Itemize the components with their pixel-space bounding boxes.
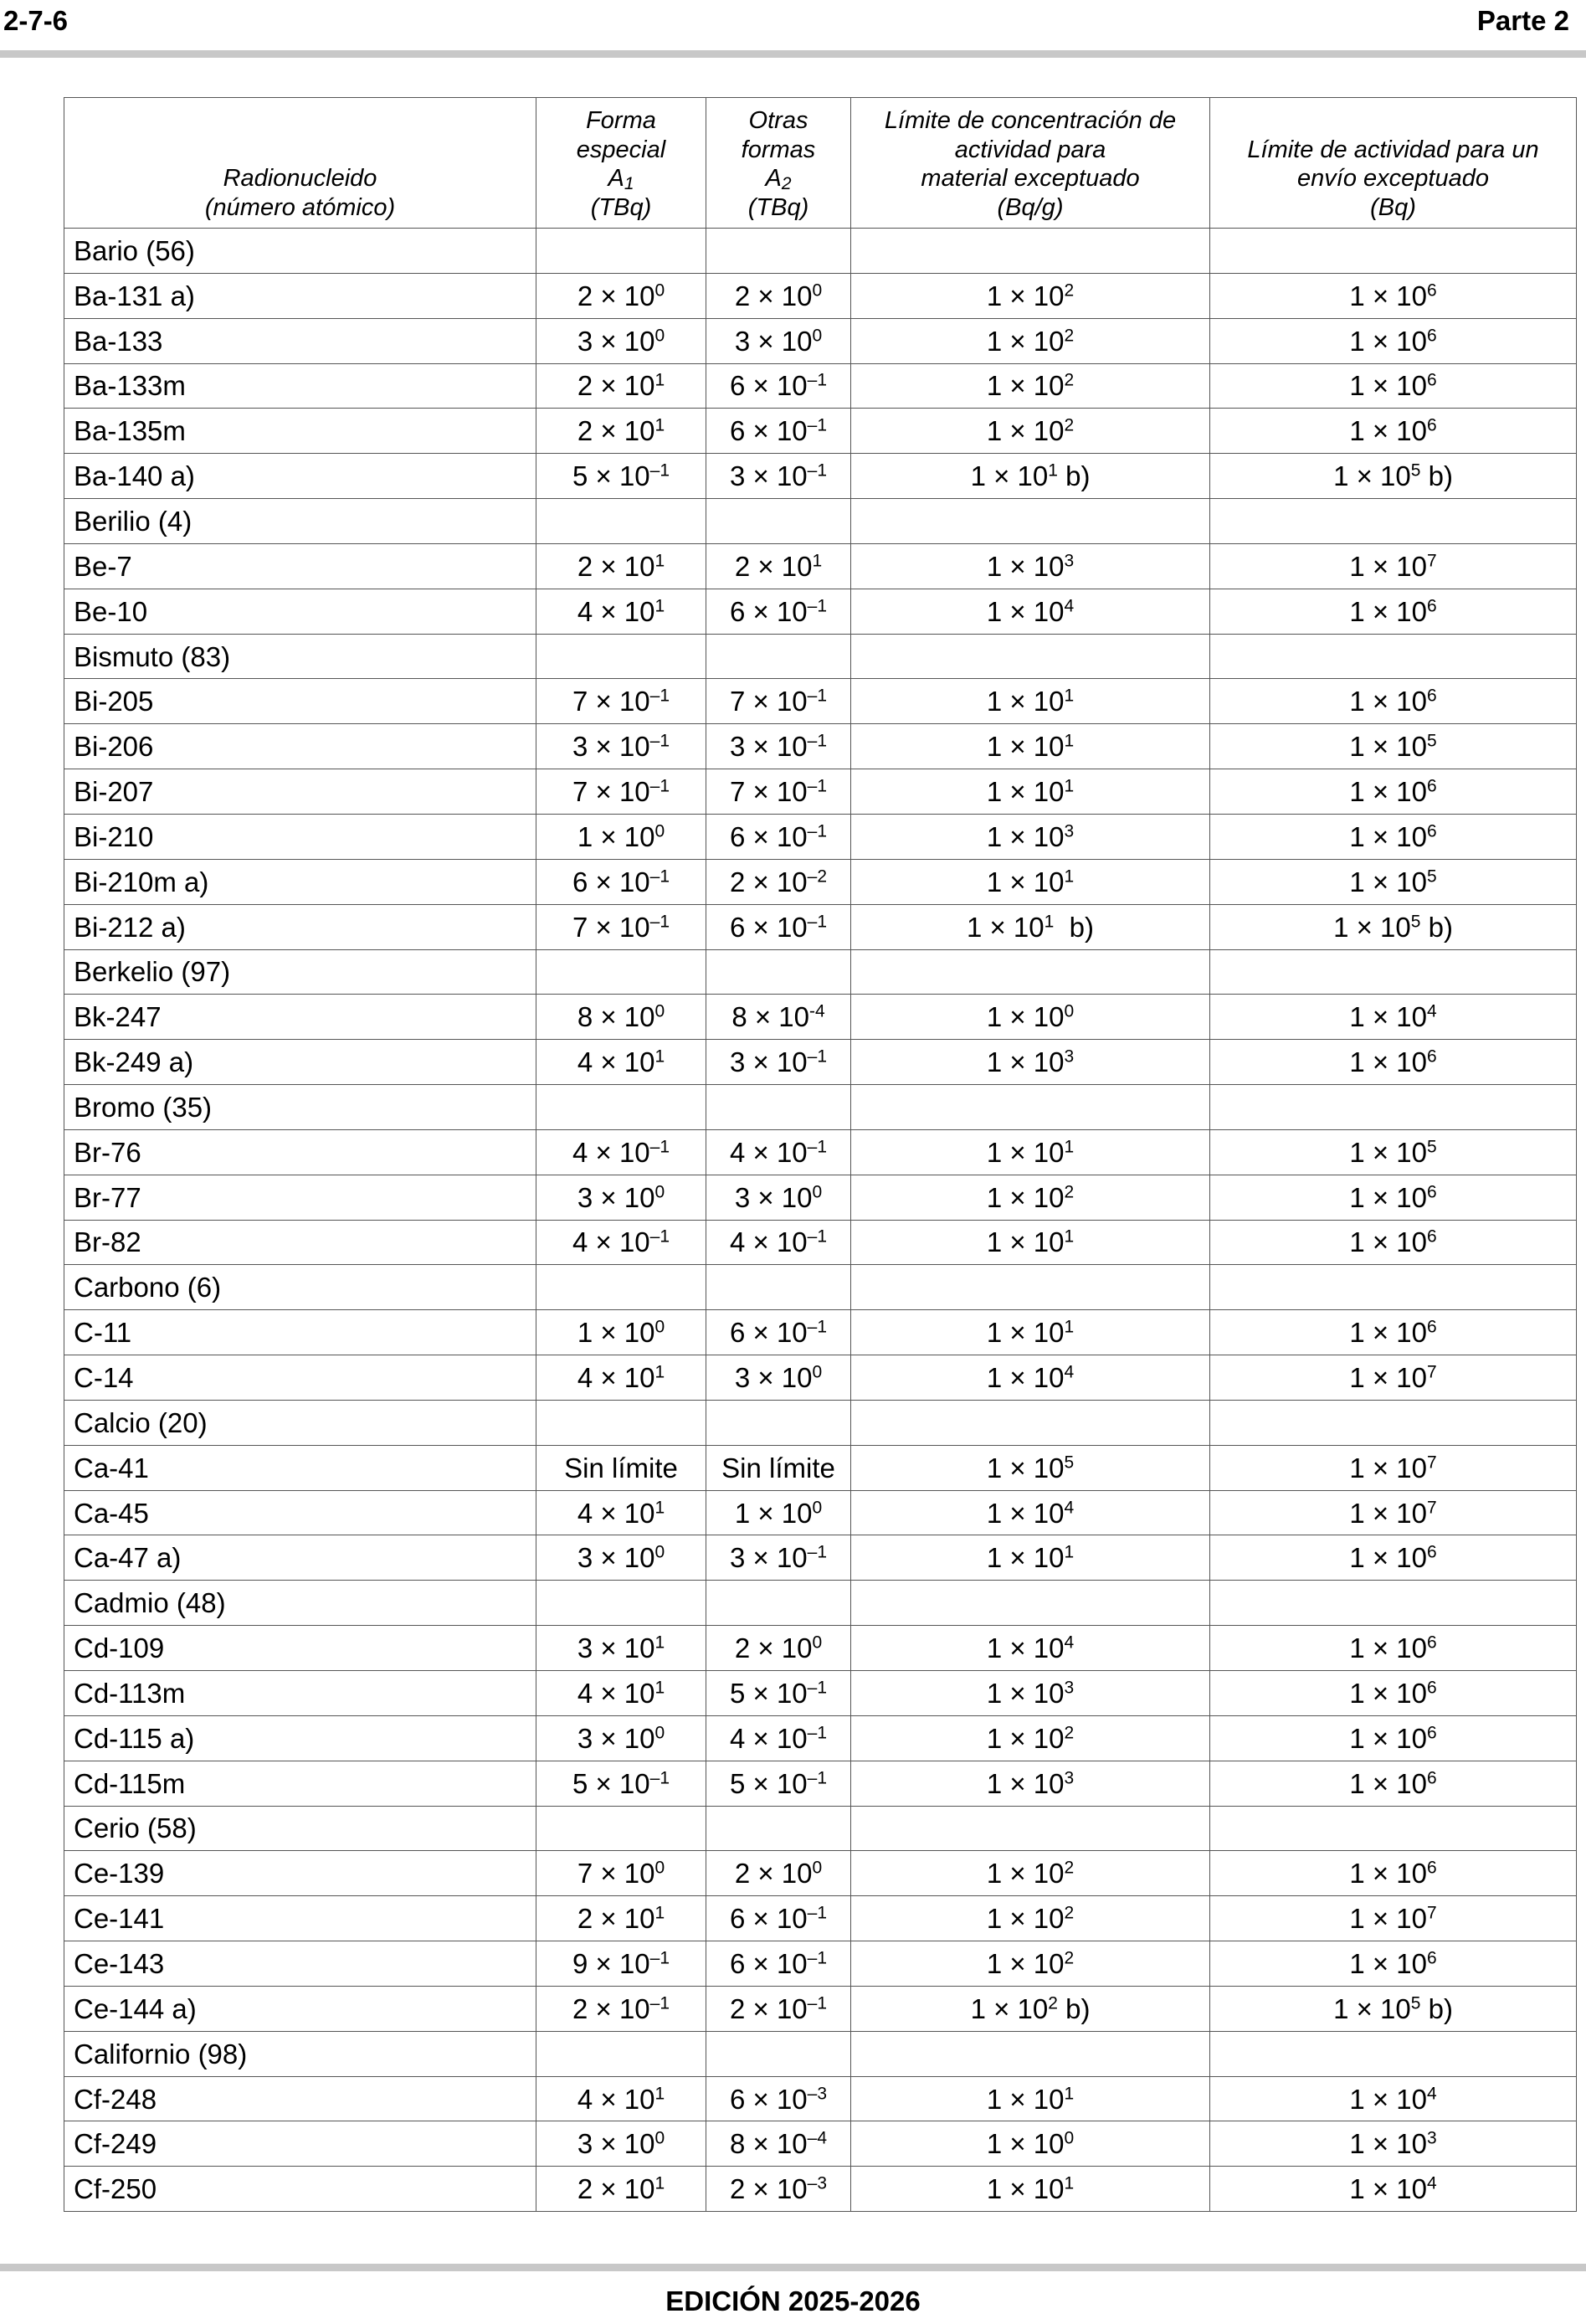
header-activity-limit: Límite de actividad para un envío exceptuado (Bq) xyxy=(1210,98,1577,229)
table-row xyxy=(64,1896,1577,1941)
table-row xyxy=(64,1040,1577,1085)
special-form-cell xyxy=(536,2031,706,2076)
table-row xyxy=(64,1129,1577,1175)
table-row xyxy=(64,814,1577,859)
element-name: Berilio (4) xyxy=(64,499,536,544)
other-forms-cell: $3 \times 10^{-1}$ xyxy=(706,1535,851,1581)
element-name: Californio (98) xyxy=(64,2031,536,2076)
other-forms-cell xyxy=(706,1581,851,1626)
element-name: Bromo (35) xyxy=(64,1085,536,1130)
nuclide-name: Ba-140 a) xyxy=(64,454,536,499)
concentration-cell xyxy=(851,499,1210,544)
table-row xyxy=(64,2076,1577,2121)
element-group-row xyxy=(64,1400,1577,1445)
other-forms-cell: $2 \times 10^{-3}$ xyxy=(706,2167,851,2212)
other-forms-cell: $6 \times 10^{-3}$ xyxy=(706,2076,851,2121)
special-form-cell: $7 \times 10^{-1}$ xyxy=(536,679,706,724)
concentration-cell: $1 \times 10^2$ xyxy=(851,1896,1210,1941)
activity-cell: $1 \times 10^6$ xyxy=(1210,273,1577,318)
concentration-cell: $1 \times 10^1$ xyxy=(851,724,1210,769)
special-form-cell: $3 \times 10^0$ xyxy=(536,1175,706,1220)
table-row xyxy=(64,363,1577,409)
special-form-cell xyxy=(536,634,706,679)
table-row xyxy=(64,1535,1577,1581)
element-name: Cadmio (48) xyxy=(64,1581,536,1626)
nuclide-name: Bk-249 a) xyxy=(64,1040,536,1085)
table-row xyxy=(64,318,1577,363)
activity-cell: $1 \times 10^7$ xyxy=(1210,1355,1577,1401)
special-form-cell: $3 \times 10^0$ xyxy=(536,318,706,363)
table-row xyxy=(64,543,1577,589)
activity-cell xyxy=(1210,1400,1577,1445)
table-row xyxy=(64,1986,1577,2031)
nuclide-name: Ce-141 xyxy=(64,1896,536,1941)
nuclide-name: C-14 xyxy=(64,1355,536,1401)
table-row xyxy=(64,904,1577,949)
special-form-cell: $8 \times 10^0$ xyxy=(536,995,706,1040)
top-rule xyxy=(0,50,1586,58)
concentration-cell: $1 \times 10^2$ xyxy=(851,1851,1210,1896)
nuclide-name: Bi-207 xyxy=(64,769,536,815)
special-form-cell xyxy=(536,1400,706,1445)
other-forms-cell xyxy=(706,634,851,679)
nuclide-name: Ba-135m xyxy=(64,409,536,454)
other-forms-cell: $3 \times 10^{-1}$ xyxy=(706,454,851,499)
other-forms-cell: $8 \times 10^{-4}$ xyxy=(706,2121,851,2167)
activity-cell: $1 \times 10^6$ xyxy=(1210,1040,1577,1085)
concentration-cell: $1 \times 10^3$ xyxy=(851,1761,1210,1806)
nuclide-name: Bi-212 a) xyxy=(64,904,536,949)
nuclide-name: Ca-45 xyxy=(64,1490,536,1535)
concentration-cell: $1 \times 10^1$ xyxy=(851,769,1210,815)
concentration-cell: $1 \times 10^1$ xyxy=(851,859,1210,904)
concentration-cell xyxy=(851,1400,1210,1445)
activity-cell: $1 \times 10^6$ xyxy=(1210,363,1577,409)
nuclide-name: Cd-109 xyxy=(64,1626,536,1671)
concentration-cell: $1 \times 10^2$ xyxy=(851,1715,1210,1761)
header-special-form-a1: Forma especial $A_1$ (TBq) xyxy=(536,98,706,229)
table-row xyxy=(64,859,1577,904)
table-row xyxy=(64,409,1577,454)
activity-cell xyxy=(1210,634,1577,679)
part-label: Parte 2 xyxy=(1476,5,1569,36)
concentration-cell xyxy=(851,229,1210,274)
element-group-row xyxy=(64,1581,1577,1626)
special-form-cell: $2 \times 10^1$ xyxy=(536,363,706,409)
concentration-cell: $1 \times 10^1$ xyxy=(851,1310,1210,1355)
table-row xyxy=(64,1175,1577,1220)
other-forms-cell: $1 \times 10^0$ xyxy=(706,1490,851,1535)
other-forms-cell xyxy=(706,1265,851,1310)
special-form-cell: $4 \times 10^1$ xyxy=(536,2076,706,2121)
special-form-cell xyxy=(536,229,706,274)
activity-cell: $1 \times 10^7$ xyxy=(1210,1490,1577,1535)
nuclide-name: Bi-210 xyxy=(64,814,536,859)
activity-cell: $1 \times 10^6$ xyxy=(1210,1671,1577,1716)
nuclide-name: Ca-41 xyxy=(64,1445,536,1490)
concentration-cell: $1 \times 10^1$ b) xyxy=(851,454,1210,499)
other-forms-cell: $7 \times 10^{-1}$ xyxy=(706,769,851,815)
nuclide-name: Bk-247 xyxy=(64,995,536,1040)
special-form-cell: $3 \times 10^{-1}$ xyxy=(536,724,706,769)
concentration-cell: $1 \times 10^1$ xyxy=(851,2167,1210,2212)
concentration-cell: $1 \times 10^0$ xyxy=(851,995,1210,1040)
special-form-cell: Sin límite xyxy=(536,1445,706,1490)
activity-cell xyxy=(1210,1085,1577,1130)
activity-cell xyxy=(1210,949,1577,995)
concentration-cell: $1 \times 10^2$ b) xyxy=(851,1986,1210,2031)
nuclide-name: Bi-206 xyxy=(64,724,536,769)
special-form-cell: $9 \times 10^{-1}$ xyxy=(536,1941,706,1987)
activity-cell: $1 \times 10^6$ xyxy=(1210,1310,1577,1355)
nuclide-name: Be-10 xyxy=(64,589,536,634)
other-forms-cell: $6 \times 10^{-1}$ xyxy=(706,1896,851,1941)
header-radionuclide: Radionucleido (número atómico) xyxy=(64,98,536,229)
other-forms-cell xyxy=(706,1085,851,1130)
activity-cell: $1 \times 10^6$ xyxy=(1210,1175,1577,1220)
table-row xyxy=(64,1445,1577,1490)
table-row xyxy=(64,454,1577,499)
special-form-cell: $2 \times 10^1$ xyxy=(536,409,706,454)
concentration-cell: $1 \times 10^4$ xyxy=(851,1490,1210,1535)
activity-cell: $1 \times 10^7$ xyxy=(1210,1896,1577,1941)
activity-cell: $1 \times 10^6$ xyxy=(1210,1535,1577,1581)
table-row xyxy=(64,1310,1577,1355)
element-name: Cerio (58) xyxy=(64,1806,536,1851)
other-forms-cell xyxy=(706,1806,851,1851)
other-forms-cell: $4 \times 10^{-1}$ xyxy=(706,1220,851,1265)
special-form-cell: $4 \times 10^1$ xyxy=(536,1490,706,1535)
table-row xyxy=(64,1671,1577,1716)
other-forms-cell: $3 \times 10^{-1}$ xyxy=(706,724,851,769)
other-forms-cell: $5 \times 10^{-1}$ xyxy=(706,1761,851,1806)
other-forms-cell: $3 \times 10^0$ xyxy=(706,1355,851,1401)
special-form-cell: $4 \times 10^{-1}$ xyxy=(536,1220,706,1265)
element-group-row xyxy=(64,229,1577,274)
activity-cell: $1 \times 10^5$ b) xyxy=(1210,454,1577,499)
other-forms-cell: $3 \times 10^0$ xyxy=(706,1175,851,1220)
other-forms-cell: $6 \times 10^{-1}$ xyxy=(706,904,851,949)
other-forms-cell: $6 \times 10^{-1}$ xyxy=(706,363,851,409)
activity-cell xyxy=(1210,1806,1577,1851)
activity-cell: $1 \times 10^4$ xyxy=(1210,2076,1577,2121)
table-row xyxy=(64,1626,1577,1671)
element-group-row xyxy=(64,1806,1577,1851)
nuclide-name: Cf-249 xyxy=(64,2121,536,2167)
nuclide-name: Ce-139 xyxy=(64,1851,536,1896)
special-form-cell: $7 \times 10^{-1}$ xyxy=(536,769,706,815)
table-row xyxy=(64,1941,1577,1987)
concentration-cell: $1 \times 10^3$ xyxy=(851,1671,1210,1716)
table-row xyxy=(64,1355,1577,1401)
header-other-forms-a2: Otras formas $A_2$ (TBq) xyxy=(706,98,851,229)
table-row xyxy=(64,724,1577,769)
other-forms-cell: $2 \times 10^0$ xyxy=(706,273,851,318)
special-form-cell: $4 \times 10^1$ xyxy=(536,1671,706,1716)
activity-cell: $1 \times 10^6$ xyxy=(1210,589,1577,634)
activity-cell xyxy=(1210,2031,1577,2076)
element-group-row xyxy=(64,1265,1577,1310)
table-row xyxy=(64,679,1577,724)
concentration-cell: $1 \times 10^1$ b) xyxy=(851,904,1210,949)
special-form-cell: $2 \times 10^{-1}$ xyxy=(536,1986,706,2031)
activity-cell: $1 \times 10^6$ xyxy=(1210,1626,1577,1671)
activity-cell: $1 \times 10^6$ xyxy=(1210,1220,1577,1265)
special-form-cell xyxy=(536,1581,706,1626)
nuclide-name: Ce-144 a) xyxy=(64,1986,536,2031)
bottom-rule xyxy=(0,2264,1586,2271)
special-form-cell: $7 \times 10^0$ xyxy=(536,1851,706,1896)
special-form-cell: $2 \times 10^0$ xyxy=(536,273,706,318)
other-forms-cell: $6 \times 10^{-1}$ xyxy=(706,1941,851,1987)
element-name: Bismuto (83) xyxy=(64,634,536,679)
concentration-cell: $1 \times 10^3$ xyxy=(851,1040,1210,1085)
concentration-cell xyxy=(851,1806,1210,1851)
special-form-cell xyxy=(536,499,706,544)
nuclide-name: Br-76 xyxy=(64,1129,536,1175)
table-row xyxy=(64,589,1577,634)
nuclide-name: Cd-113m xyxy=(64,1671,536,1716)
activity-cell: $1 \times 10^5$ b) xyxy=(1210,1986,1577,2031)
activity-cell: $1 \times 10^4$ xyxy=(1210,995,1577,1040)
other-forms-cell: $5 \times 10^{-1}$ xyxy=(706,1671,851,1716)
other-forms-cell xyxy=(706,949,851,995)
other-forms-cell: $6 \times 10^{-1}$ xyxy=(706,814,851,859)
concentration-cell: $1 \times 10^2$ xyxy=(851,1941,1210,1987)
element-group-row xyxy=(64,1085,1577,1130)
other-forms-cell: $2 \times 10^0$ xyxy=(706,1626,851,1671)
special-form-cell: $4 \times 10^{-1}$ xyxy=(536,1129,706,1175)
special-form-cell xyxy=(536,1265,706,1310)
other-forms-cell: $8 \times 10^{-4}$ xyxy=(706,995,851,1040)
element-group-row xyxy=(64,634,1577,679)
other-forms-cell: $2 \times 10^1$ xyxy=(706,543,851,589)
nuclide-name: Br-82 xyxy=(64,1220,536,1265)
table-row xyxy=(64,273,1577,318)
nuclide-name: C-11 xyxy=(64,1310,536,1355)
concentration-cell xyxy=(851,634,1210,679)
other-forms-cell: $3 \times 10^0$ xyxy=(706,318,851,363)
other-forms-cell xyxy=(706,499,851,544)
activity-cell xyxy=(1210,229,1577,274)
table-header-row xyxy=(64,98,1577,229)
special-form-cell xyxy=(536,1085,706,1130)
special-form-cell: $7 \times 10^{-1}$ xyxy=(536,904,706,949)
concentration-cell: $1 \times 10^4$ xyxy=(851,1626,1210,1671)
activity-cell: $1 \times 10^6$ xyxy=(1210,318,1577,363)
activity-cell: $1 \times 10^6$ xyxy=(1210,814,1577,859)
table-row xyxy=(64,1220,1577,1265)
activity-cell: $1 \times 10^7$ xyxy=(1210,543,1577,589)
activity-cell xyxy=(1210,499,1577,544)
concentration-cell: $1 \times 10^2$ xyxy=(851,363,1210,409)
activity-cell: $1 \times 10^4$ xyxy=(1210,2167,1577,2212)
concentration-cell: $1 \times 10^2$ xyxy=(851,273,1210,318)
concentration-cell xyxy=(851,1085,1210,1130)
activity-cell: $1 \times 10^6$ xyxy=(1210,1715,1577,1761)
concentration-cell: $1 \times 10^5$ xyxy=(851,1445,1210,1490)
special-form-cell: $2 \times 10^1$ xyxy=(536,543,706,589)
activity-cell xyxy=(1210,1265,1577,1310)
special-form-cell: $5 \times 10^{-1}$ xyxy=(536,1761,706,1806)
activity-cell xyxy=(1210,1581,1577,1626)
nuclide-name: Br-77 xyxy=(64,1175,536,1220)
special-form-cell: $2 \times 10^1$ xyxy=(536,1896,706,1941)
concentration-cell: $1 \times 10^3$ xyxy=(851,543,1210,589)
concentration-cell: $1 \times 10^1$ xyxy=(851,1129,1210,1175)
edition-footer: EDICIÓN 2025-2026 xyxy=(665,2285,921,2316)
nuclide-name: Cf-248 xyxy=(64,2076,536,2121)
activity-cell: $1 \times 10^7$ xyxy=(1210,1445,1577,1490)
concentration-cell: $1 \times 10^4$ xyxy=(851,1355,1210,1401)
special-form-cell xyxy=(536,949,706,995)
nuclide-name: Ba-133 xyxy=(64,318,536,363)
element-name: Calcio (20) xyxy=(64,1400,536,1445)
concentration-cell xyxy=(851,1265,1210,1310)
other-forms-cell: $2 \times 10^0$ xyxy=(706,1851,851,1896)
activity-cell: $1 \times 10^6$ xyxy=(1210,1851,1577,1896)
concentration-cell xyxy=(851,949,1210,995)
table-row xyxy=(64,769,1577,815)
element-name: Bario (56) xyxy=(64,229,536,274)
special-form-cell: $3 \times 10^0$ xyxy=(536,1535,706,1581)
radionuclide-table xyxy=(64,97,1577,2212)
element-group-row xyxy=(64,499,1577,544)
concentration-cell: $1 \times 10^1$ xyxy=(851,679,1210,724)
other-forms-cell: $3 \times 10^{-1}$ xyxy=(706,1040,851,1085)
table-row xyxy=(64,1715,1577,1761)
special-form-cell: $4 \times 10^1$ xyxy=(536,589,706,634)
special-form-cell: $4 \times 10^1$ xyxy=(536,1040,706,1085)
element-name: Carbono (6) xyxy=(64,1265,536,1310)
special-form-cell: $3 \times 10^0$ xyxy=(536,1715,706,1761)
table-row xyxy=(64,995,1577,1040)
concentration-cell: $1 \times 10^1$ xyxy=(851,1220,1210,1265)
table-row xyxy=(64,2121,1577,2167)
page-number: 2-7-6 xyxy=(3,5,69,36)
activity-cell: $1 \times 10^5$ xyxy=(1210,724,1577,769)
concentration-cell: $1 \times 10^2$ xyxy=(851,1175,1210,1220)
other-forms-cell: $6 \times 10^{-1}$ xyxy=(706,589,851,634)
element-group-row xyxy=(64,949,1577,995)
nuclide-name: Cf-250 xyxy=(64,2167,536,2212)
other-forms-cell: $7 \times 10^{-1}$ xyxy=(706,679,851,724)
other-forms-cell xyxy=(706,229,851,274)
activity-cell: $1 \times 10^6$ xyxy=(1210,1941,1577,1987)
special-form-cell: $1 \times 10^0$ xyxy=(536,814,706,859)
concentration-cell: $1 \times 10^3$ xyxy=(851,814,1210,859)
special-form-cell: $3 \times 10^1$ xyxy=(536,1626,706,1671)
activity-cell: $1 \times 10^5$ xyxy=(1210,859,1577,904)
activity-cell: $1 \times 10^5$ xyxy=(1210,1129,1577,1175)
activity-cell: $1 \times 10^6$ xyxy=(1210,409,1577,454)
nuclide-name: Bi-210m a) xyxy=(64,859,536,904)
nuclide-name: Ba-133m xyxy=(64,363,536,409)
nuclide-name: Cd-115 a) xyxy=(64,1715,536,1761)
other-forms-cell: Sin límite xyxy=(706,1445,851,1490)
concentration-cell xyxy=(851,2031,1210,2076)
special-form-cell: $6 \times 10^{-1}$ xyxy=(536,859,706,904)
concentration-cell: $1 \times 10^0$ xyxy=(851,2121,1210,2167)
concentration-cell: $1 \times 10^4$ xyxy=(851,589,1210,634)
special-form-cell xyxy=(536,1806,706,1851)
table-row xyxy=(64,2167,1577,2212)
element-group-row xyxy=(64,2031,1577,2076)
special-form-cell: $4 \times 10^1$ xyxy=(536,1355,706,1401)
other-forms-cell xyxy=(706,2031,851,2076)
other-forms-cell: $4 \times 10^{-1}$ xyxy=(706,1129,851,1175)
special-form-cell: $1 \times 10^0$ xyxy=(536,1310,706,1355)
concentration-cell: $1 \times 10^1$ xyxy=(851,1535,1210,1581)
table-row xyxy=(64,1761,1577,1806)
other-forms-cell: $4 \times 10^{-1}$ xyxy=(706,1715,851,1761)
activity-cell: $1 \times 10^6$ xyxy=(1210,1761,1577,1806)
table-row xyxy=(64,1490,1577,1535)
nuclide-name: Cd-115m xyxy=(64,1761,536,1806)
concentration-cell xyxy=(851,1581,1210,1626)
concentration-cell: $1 \times 10^2$ xyxy=(851,318,1210,363)
other-forms-cell: $2 \times 10^{-1}$ xyxy=(706,1986,851,2031)
header-concentration-limit: Límite de concentración de actividad para material exceptuado (Bq/g) xyxy=(851,98,1210,229)
special-form-cell: $5 \times 10^{-1}$ xyxy=(536,454,706,499)
other-forms-cell: $6 \times 10^{-1}$ xyxy=(706,409,851,454)
special-form-cell: $2 \times 10^1$ xyxy=(536,2167,706,2212)
nuclide-name: Ba-131 a) xyxy=(64,273,536,318)
concentration-cell: $1 \times 10^1$ xyxy=(851,2076,1210,2121)
nuclide-name: Ce-143 xyxy=(64,1941,536,1987)
table-row xyxy=(64,1851,1577,1896)
other-forms-cell: $6 \times 10^{-1}$ xyxy=(706,1310,851,1355)
activity-cell: $1 \times 10^6$ xyxy=(1210,769,1577,815)
nuclide-name: Ca-47 a) xyxy=(64,1535,536,1581)
activity-cell: $1 \times 10^5$ b) xyxy=(1210,904,1577,949)
element-name: Berkelio (97) xyxy=(64,949,536,995)
activity-cell: $1 \times 10^6$ xyxy=(1210,679,1577,724)
nuclide-name: Be-7 xyxy=(64,543,536,589)
nuclide-name: Bi-205 xyxy=(64,679,536,724)
other-forms-cell xyxy=(706,1400,851,1445)
activity-cell: $1 \times 10^3$ xyxy=(1210,2121,1577,2167)
special-form-cell: $3 \times 10^0$ xyxy=(536,2121,706,2167)
other-forms-cell: $2 \times 10^{-2}$ xyxy=(706,859,851,904)
concentration-cell: $1 \times 10^2$ xyxy=(851,409,1210,454)
